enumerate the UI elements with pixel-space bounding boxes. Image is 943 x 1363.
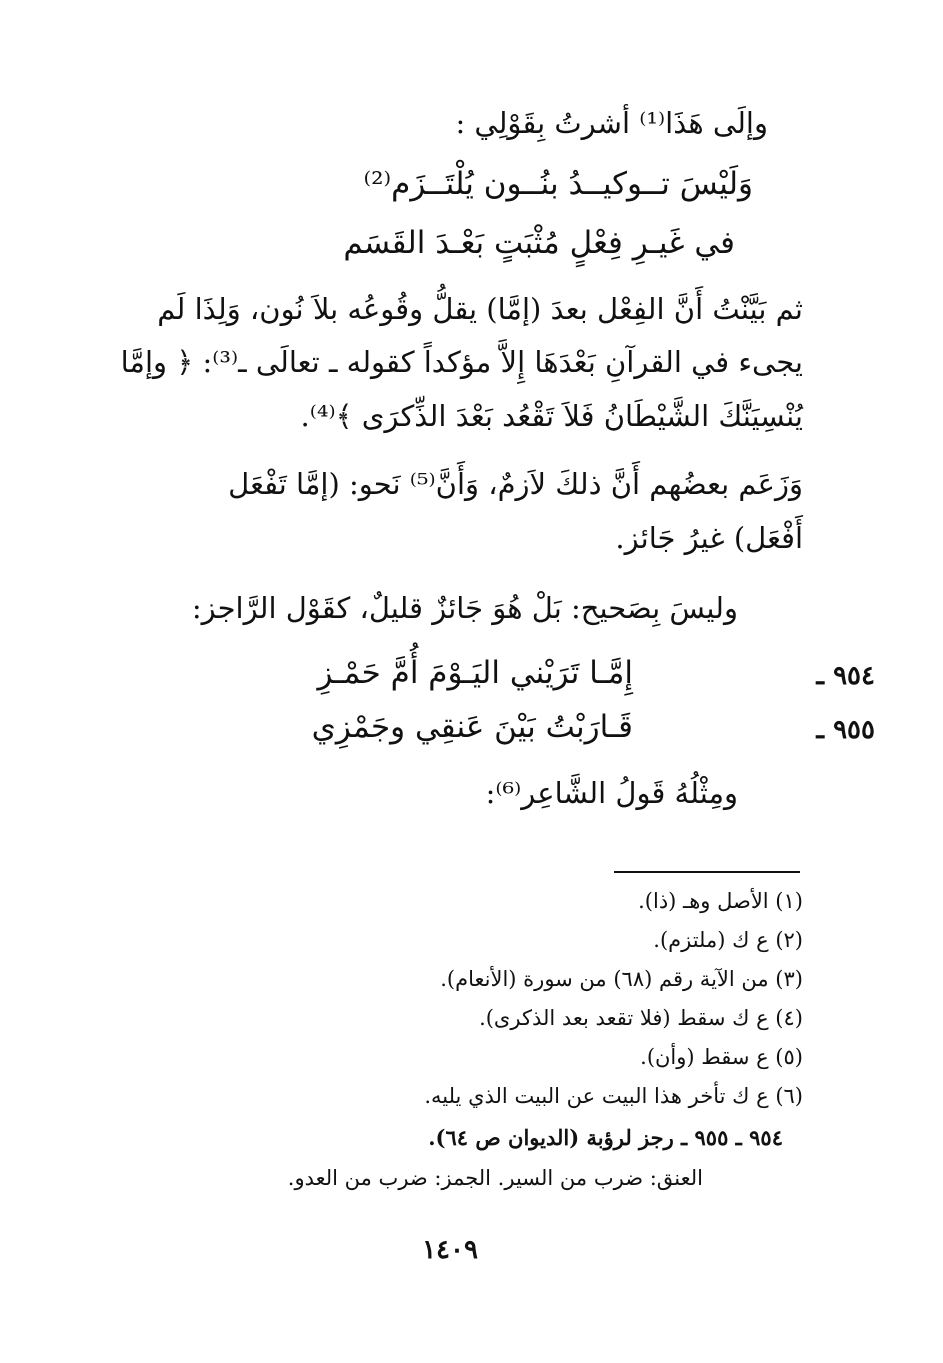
footnote-6: (٦) ع ك تأخر هذا البيت عن البيت الذي يليه. [424, 1084, 803, 1108]
paragraph-1-line-3: يُنْسِيَنَّكَ الشَّيْطَانُ فَلاَ تَقْعُد بَعْدَ الذِّكرَى ﴾⁽⁴⁾. [300, 399, 803, 433]
verse-number-954: ٩٥٤ ـ [816, 661, 875, 691]
poem-line-2: في غَيـرِ فِعْلٍ مُثْبَتٍ بَعْـدَ القَسَم [343, 225, 735, 261]
footnote-2: (٢) ع ك (ملتزم). [653, 928, 803, 952]
footnote-divider [614, 871, 800, 873]
footnote-4: (٤) ع ك سقط (فلا تقعد بعد الذكرى). [479, 1006, 803, 1030]
paragraph-3: وليسَ بِصَحيح: بَلْ هُوَ جَائزٌ قليلٌ، كقَوْل الرَّاجز: [191, 591, 738, 625]
intro-line: وإلَى هَذَا⁽¹⁾ أشرتُ بِقَوْلِي : [455, 106, 768, 140]
paragraph-1-line-2: يجىء في القرآنِ بَعْدَهَا إِلاَّ مؤكداً كقوله ـ تعالَى ـ⁽³⁾: ﴿ وإمَّا [120, 345, 803, 379]
paragraph-2-line-2: أَفْعَل) غيرُ جَائز. [615, 521, 803, 555]
footnote-3: (٣) من الآية رقم (٦٨) من سورة (الأنعام). [440, 967, 803, 991]
verse-source-note: ٩٥٤ ـ ٩٥٥ ـ رجز لرؤبة (الديوان ص ٦٤). [428, 1125, 783, 1150]
closing-line: ومِثْلُهُ قَولُ الشَّاعِر⁽⁶⁾: [485, 776, 738, 810]
footnote-1: (١) الأصل وهـ (ذا). [638, 889, 803, 913]
verse-954: إِمَّـا تَرَيْني اليَـوْمَ أُمَّ حَمْـزِ [317, 655, 633, 691]
poem-line-1: وَلَيْسَ تــوكيــدُ بنُــون يُلْتَــزَم⁽²⁾ [363, 166, 753, 202]
verse-number-955: ٩٥٥ ـ [816, 715, 875, 745]
verse-955: قَـارَبْتُ بَيْنَ عَنقِي وجَمْزِي [311, 709, 633, 745]
page-number: ١٤٠٩ [422, 1235, 478, 1265]
paragraph-2-line-1: وَزَعَم بعضُهم أَنَّ ذلكَ لاَزمٌ، وَأَنَّ⁽⁵⁾ نَحو: (إمَّا تَفْعَل [228, 467, 803, 501]
paragraph-1-line-1: ثم بَيَّنْتُ أَنَّ الفِعْل بعدَ (إمَّا) يقلُّ وقُوعُه بلاَ نُون، وَلِذَا لَم [157, 292, 803, 326]
footnote-5: (٥) ع سقط (وأن). [640, 1045, 803, 1069]
gloss-note: العنق: ضرب من السير. الجمز: ضرب من العدو. [287, 1166, 703, 1190]
